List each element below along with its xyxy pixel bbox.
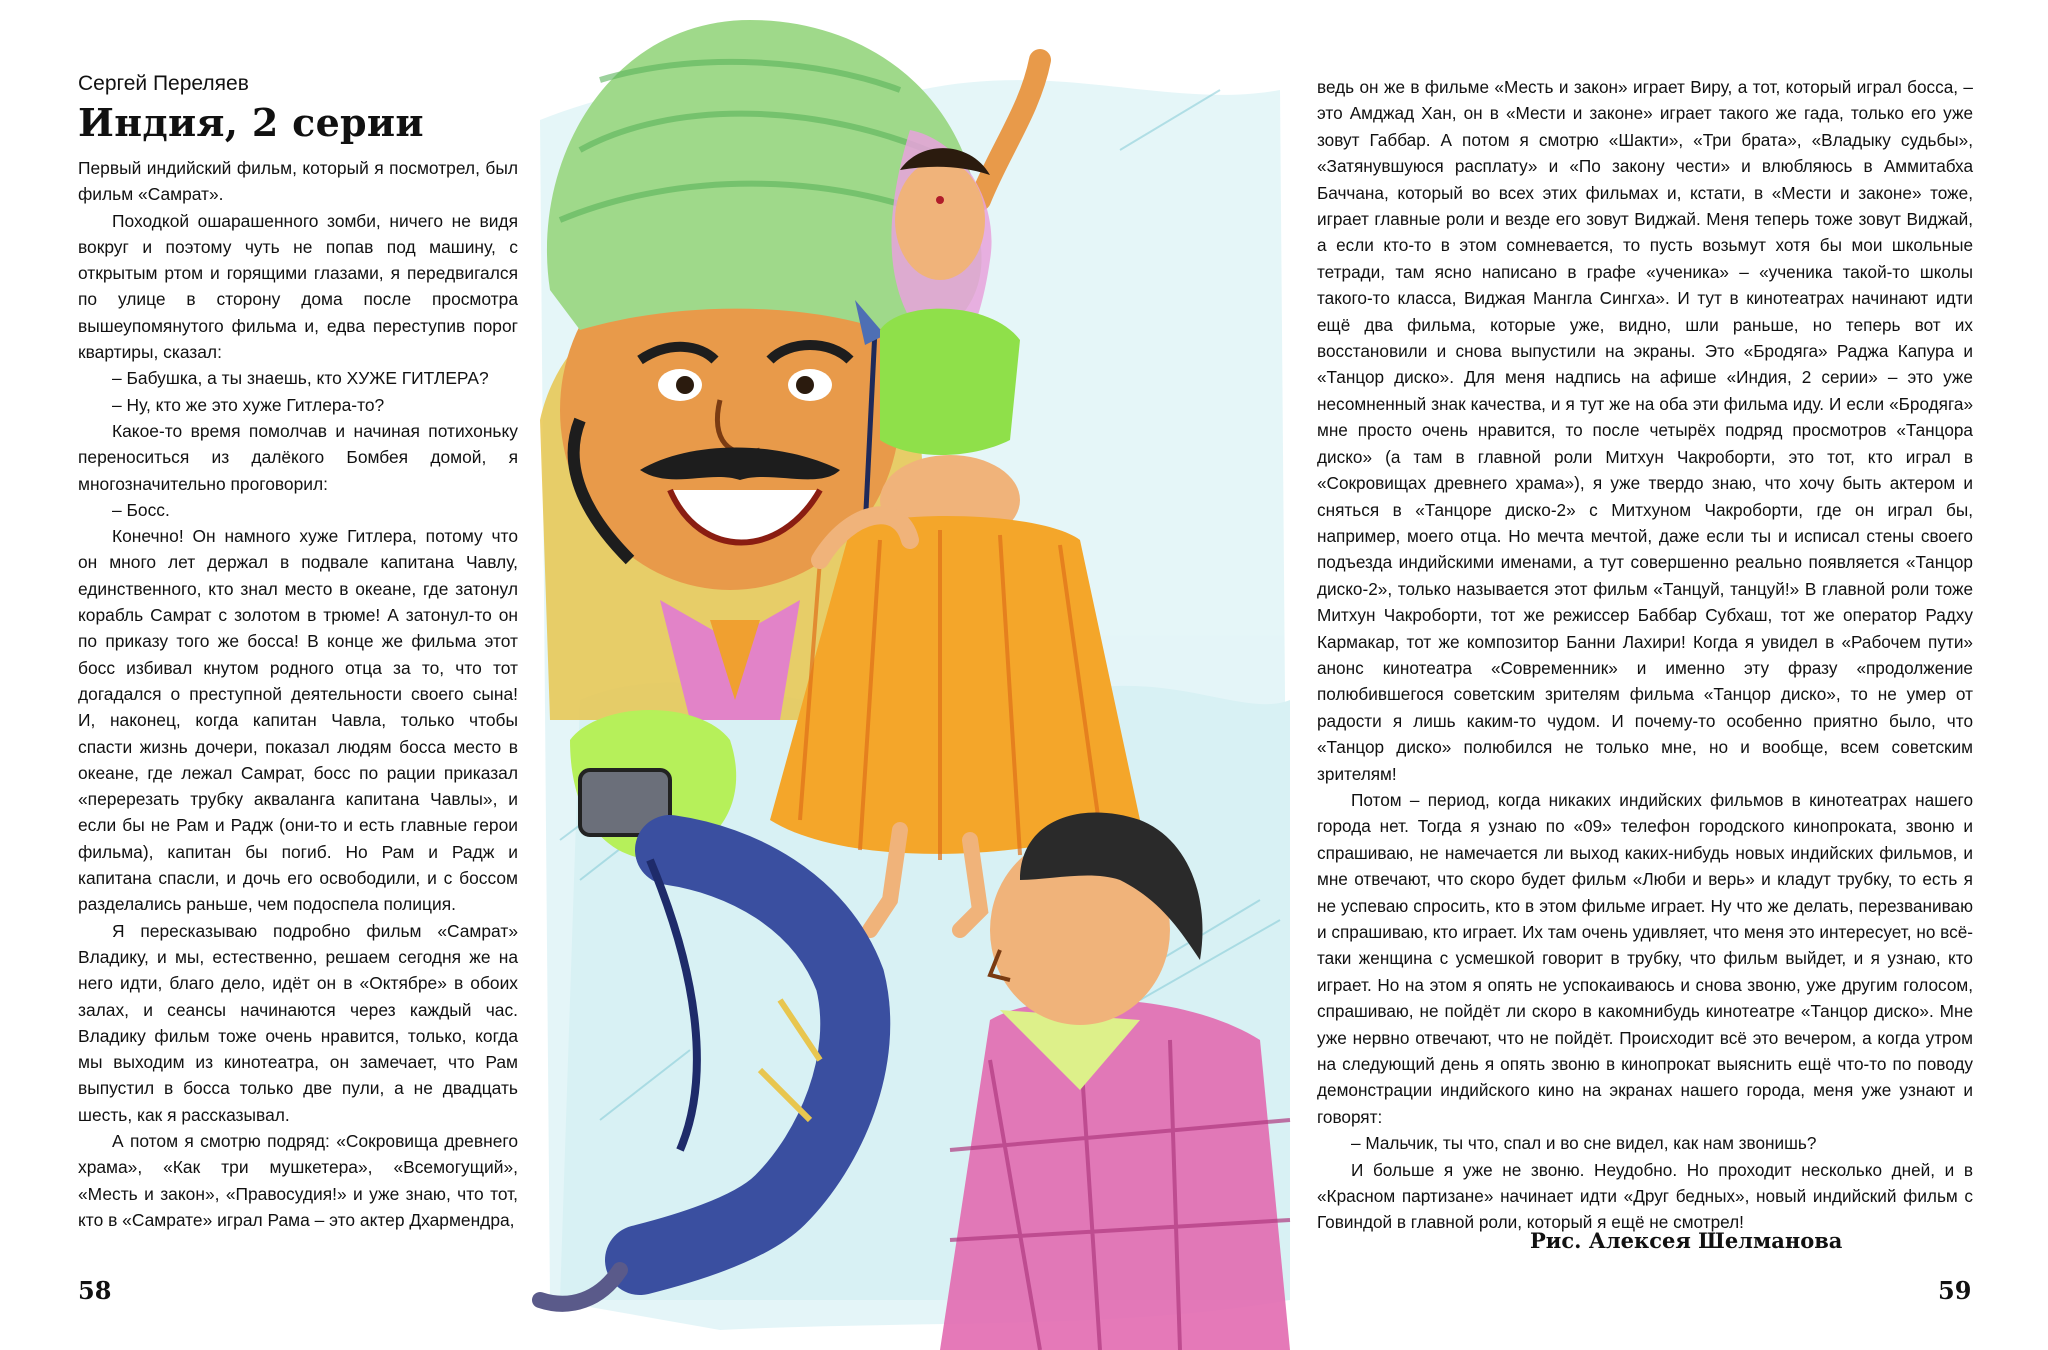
paragraph: И больше я уже не звоню. Неудобно. Но проходит несколько дней, и в «Красном партизане» начинает идти «Друг бедных», новый индийский фильм с Говиндой в главной роли, который я ещё не смотрел! [1317,1159,1973,1233]
left-column [78,72,518,1233]
paragraph: Я пересказываю подробно фильм «Самрат» Владику, и мы, естественно, решаем сегодня же на него идти, благо дело, идёт он в «Октябре» в обоих залах, и сеансы начинаются через каждый час. Владику фильм тоже очень нравится, только, когда мы выходим из кинотеатра, он замечает, что Рам выпустил в босса только две пули, а не двадцать шесть, как я рассказывал. [78,920,518,1125]
illustration [520,0,1310,1350]
paragraph: Конечно! Он намного хуже Гитлера, потому что он много лет держал в подвале капитана Чавлу, единственного, кто знал место в океане, где затонул корабль Самрат с золотом в трюме! А затонул-то он по приказу того же босса! В конце же фильма этот босс избивал кнутом родного отца за то, что тот догадался о преступной деятельности своего сына! И, наконец, когда капитан Чавла, только чтобы спасти жизнь дочери, показал людям босса место в океане, где лежал Самрат, босс по рации приказал «перерезать трубку акваланга капитана Чавлы», и если бы не Рам и Радж (они-то и есть главные герои фильма), капитан бы погиб. Но Рам и Радж и капитана спасли, и дочь его освободили, и с боссом разделались раньше, чем подоспела полиция. [78,526,518,915]
right-article-text [1317,74,1973,1236]
paragraph: – Бабушка, а ты знаешь, кто ХУЖЕ ГИТЛЕРА? [112,368,489,389]
paragraph: Какое-то время помолчав и начиная потихоньку переноситься из далёкого Бомбея домой, я многозначительно проговорил: [78,420,518,494]
illustration-drawing [520,0,1310,1350]
paragraph: Походкой ошарашенного зомби, ничего не видя вокруг и поэтому чуть не попав под машину, с открытым ртом и горящими глазами, я передвигался по улице в сторону дома после просмотра вышеупомянутого фильма и, едва переступив порог квартиры, сказал: [78,210,518,363]
paragraph: Первый индийский фильм, который я посмотрел, был фильм «Самрат». [78,158,518,205]
page-number-right: 59 [1938,1276,1972,1305]
paragraph: – Ну, кто же это хуже Гитлера-то? [112,394,385,415]
page-number-left: 58 [78,1276,112,1305]
right-column [1317,74,1973,1236]
left-article-text [78,155,518,1233]
illustration-credit: Рис. Алексея Шелманова [1530,1228,1843,1253]
paragraph: – Мальчик, ты что, спал и во сне видел, как нам звонишь? [1351,1133,1817,1154]
article-title: Индия, 2 серии [78,100,424,145]
paragraph: ведь он же в фильме «Месть и закон» играет Виру, а тот, который играл босса, – это Амджад Хан, он в «Мести и законе» играет такого же гада, только его уже зовут Габбар. А потом я смотрю «Шакти», «Три брата», «Владыку судьбы», «Затянувшуюся расплату» и «По закону чести» и влюбляюсь в Аммитабха Баччана, который во всех этих фильмах и, кстати, в «Мести и законе» тоже, играет главные роли и везде его зовут Виджай. Меня теперь тоже зовут Виджай, а если кто-то в этом сомневается, то пусть возьмут хотя бы мои школьные тетради, там ясно написано в графе «ученика» – «ученика такой-то школы такого-то класса, Виджая Мангла Сингха». И тут в кинотеатрах начинают идти ещё два фильма, которые уже, видно, шли раньше, но теперь вот их восстановили и снова выпустили на экраны. Это «Бродяга» Раджа Капура и «Танцор диско». Для меня надпись на афише «Индия, 2 серии» – это уже несомненный знак качества, и я тут же на оба эти фильма иду. И если «Бродяга» мне просто очень нравится, то после четырёх подряд просмотров «Танцора диско» (а там в главной роли Митхун Чакроборти, это тот, кто играл в «Сокровищах древнего храма»), я уже твердо знаю, что хочу быть актером и сняться в «Танцоре диско-2» с Митхуном Чакроборти, где он играл бы, например, моего отца. Но мечта мечтой, даже если ты и исписал стены своего подъезда индийскими именами, а тут совершенно реально появляется «Танцор диско-2», только называется этот фильм «Танцуй, танцуй!» В главной роли тоже Митхун Чакроборти, тот же режиссер Баббар Субхаш, тот же оператор Радху Кармакар, тот же композитор Банни Лахири! Когда я увидел в «Рабочем пути» анонс кинотеатра «Современник» и именно эту фразу «продолжение полюбившегося советским зрителям фильма «Танцор диско», то не умер от радости я лишь каким-то чудом. И почему-то особенно приятно было, что «Танцор диско» полюбился не только мне, но и вообще, всем советским зрителям! [1317,77,1973,784]
paragraph: – Босс. [112,499,170,520]
paragraph: Потом – период, когда никаких индийских фильмов в кинотеатрах нашего города нет. Тогда я узнаю по «09» телефон городского кинопроката, звоню и спрашиваю, не намечается ли выход каких-нибудь новых индийских фильмов, и мне отвечают, что скоро будет фильм «Люби и верь» и кладут трубку, то есть я не успеваю спросить, кто в этом фильме играет. Ну что же делать, перезваниваю и спрашиваю, кто играет. Их там очень удивляет, что меня это интересует, но всё-таки женщина с усмешкой говорит в трубку, что фильм выйдет, и я узнаю, кто играет. Но на этом я опять не успокаиваюсь и снова звоню, уже другим голосом, спрашиваю, не пойдёт ли скоро в какомнибудь кинотеатре «Танцор диско». Мне уже нервно отвечают, что не пойдёт. Происходит всё это вечером, а когда утром на следующий день я опять звоню в кинопрокат выяснить ещё что-то по поводу демонстрации индийского кино на экранах нашего города, меня уже узнают и говорят: [1317,789,1973,1127]
author-name: Сергей Переляев [78,72,249,95]
paragraph: А потом я смотрю подряд: «Сокровища древнего храма», «Как три мушкетера», «Всемогущий», «Месть и закон», «Правосудия!» и уже знаю, что тот, кто в «Самрате» играл Рама – это актер Дхармендра, [78,1130,518,1230]
